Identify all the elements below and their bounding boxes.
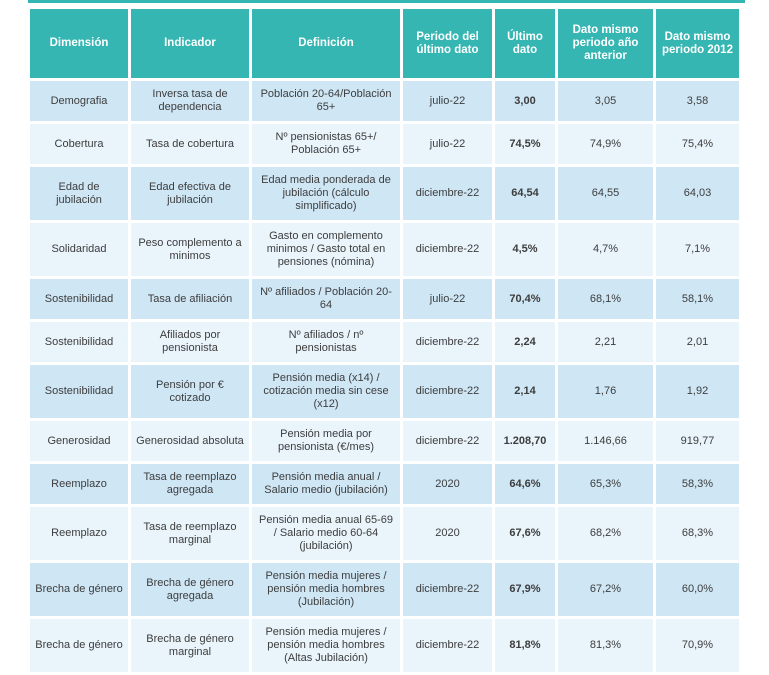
cell-dato-anterior: 1.146,66 — [558, 421, 653, 461]
cell-definicion: Edad media ponderada de jubilación (cálculo simplificado) — [252, 167, 400, 220]
cell-dimension: Cobertura — [30, 124, 128, 164]
cell-definicion: Pensión media mujeres / pensión media hombres (Jubilación) — [252, 563, 400, 616]
cell-ultimo-dato: 81,8% — [495, 619, 555, 672]
cell-ultimo-dato: 64,6% — [495, 464, 555, 504]
cell-dimension: Solidaridad — [30, 223, 128, 276]
cell-ultimo-dato: 1.208,70 — [495, 421, 555, 461]
cell-dato-anterior: 4,7% — [558, 223, 653, 276]
cell-indicador: Tasa de afiliación — [131, 279, 249, 319]
cell-ultimo-dato: 67,9% — [495, 563, 555, 616]
cell-periodo: diciembre-22 — [403, 223, 492, 276]
cell-dato-anterior: 68,1% — [558, 279, 653, 319]
table-row — [30, 421, 739, 461]
cell-ultimo-dato: 2,24 — [495, 322, 555, 362]
cell-dimension: Sostenibilidad — [30, 365, 128, 418]
cell-dato-2012: 70,9% — [656, 619, 739, 672]
cell-periodo: 2020 — [403, 507, 492, 560]
cell-periodo: diciembre-22 — [403, 322, 492, 362]
cell-indicador: Generosidad absoluta — [131, 421, 249, 461]
table-row — [30, 223, 739, 276]
cell-dato-2012: 58,1% — [656, 279, 739, 319]
cell-dimension: Reemplazo — [30, 464, 128, 504]
cell-ultimo-dato: 3,00 — [495, 81, 555, 121]
cell-definicion: Pensión media (x14) / cotización media sin cese (x12) — [252, 365, 400, 418]
table-row — [30, 279, 739, 319]
cell-periodo: diciembre-22 — [403, 167, 492, 220]
top-divider-line — [28, 0, 745, 3]
column-header-dimension: Dimensión — [30, 9, 128, 78]
cell-dato-anterior: 68,2% — [558, 507, 653, 560]
cell-dimension: Demografia — [30, 81, 128, 121]
cell-dimension: Brecha de género — [30, 563, 128, 616]
cell-indicador: Tasa de reemplazo marginal — [131, 507, 249, 560]
table-row — [30, 464, 739, 504]
cell-dimension: Sostenibilidad — [30, 322, 128, 362]
cell-dato-anterior: 81,3% — [558, 619, 653, 672]
cell-indicador: Afiliados por pensionista — [131, 322, 249, 362]
cell-definicion: Nº afiliados / Población 20-64 — [252, 279, 400, 319]
column-header-dato-anterior: Dato mismo periodo año anterior — [558, 9, 653, 78]
cell-ultimo-dato: 64,54 — [495, 167, 555, 220]
cell-dato-anterior: 67,2% — [558, 563, 653, 616]
column-header-periodo: Periodo del último dato — [403, 9, 492, 78]
cell-dimension: Reemplazo — [30, 507, 128, 560]
cell-definicion: Nº pensionistas 65+/ Población 65+ — [252, 124, 400, 164]
cell-indicador: Peso complemento a minimos — [131, 223, 249, 276]
cell-ultimo-dato: 4,5% — [495, 223, 555, 276]
table-row — [30, 619, 739, 672]
cell-periodo: diciembre-22 — [403, 365, 492, 418]
cell-periodo: diciembre-22 — [403, 563, 492, 616]
column-header-definicion: Definición — [252, 9, 400, 78]
cell-definicion: Pensión media mujeres / pensión media hombres (Altas Jubilación) — [252, 619, 400, 672]
cell-periodo: diciembre-22 — [403, 421, 492, 461]
cell-definicion: Gasto en complemento minimos / Gasto total en pensiones (nómina) — [252, 223, 400, 276]
header-row — [30, 9, 739, 78]
cell-dato-2012: 58,3% — [656, 464, 739, 504]
cell-dimension: Edad de jubilación — [30, 167, 128, 220]
table-row — [30, 167, 739, 220]
table-row — [30, 563, 739, 616]
cell-dato-2012: 2,01 — [656, 322, 739, 362]
cell-indicador: Tasa de reemplazo agregada — [131, 464, 249, 504]
cell-dato-anterior: 64,55 — [558, 167, 653, 220]
cell-definicion: Pensión media anual / Salario medio (jubilación) — [252, 464, 400, 504]
table-row — [30, 322, 739, 362]
table-row — [30, 81, 739, 121]
cell-dato-2012: 60,0% — [656, 563, 739, 616]
cell-dato-2012: 3,58 — [656, 81, 739, 121]
cell-ultimo-dato: 70,4% — [495, 279, 555, 319]
cell-dato-anterior: 2,21 — [558, 322, 653, 362]
cell-dato-anterior: 3,05 — [558, 81, 653, 121]
cell-indicador: Brecha de género agregada — [131, 563, 249, 616]
table-row — [30, 507, 739, 560]
cell-definicion: Población 20-64/Población 65+ — [252, 81, 400, 121]
cell-dimension: Brecha de género — [30, 619, 128, 672]
cell-definicion: Nº afiliados / nº pensionistas — [252, 322, 400, 362]
cell-dato-2012: 919,77 — [656, 421, 739, 461]
table-row — [30, 124, 739, 164]
column-header-ultimo-dato: Último dato — [495, 9, 555, 78]
cell-indicador: Brecha de género marginal — [131, 619, 249, 672]
cell-dato-2012: 7,1% — [656, 223, 739, 276]
cell-periodo: julio-22 — [403, 279, 492, 319]
cell-ultimo-dato: 2,14 — [495, 365, 555, 418]
cell-indicador: Pensión por € cotizado — [131, 365, 249, 418]
cell-indicador: Inversa tasa de dependencia — [131, 81, 249, 121]
cell-periodo: julio-22 — [403, 81, 492, 121]
column-header-indicador: Indicador — [131, 9, 249, 78]
cell-periodo: diciembre-22 — [403, 619, 492, 672]
cell-dato-2012: 68,3% — [656, 507, 739, 560]
cell-dato-anterior: 65,3% — [558, 464, 653, 504]
cell-dato-2012: 64,03 — [656, 167, 739, 220]
cell-definicion: Pensión media anual 65-69 / Salario medio 60-64 (jubilación) — [252, 507, 400, 560]
cell-indicador: Edad efectiva de jubilación — [131, 167, 249, 220]
cell-dato-anterior: 74,9% — [558, 124, 653, 164]
column-header-dato-2012: Dato mismo periodo 2012 — [656, 9, 739, 78]
cell-dimension: Generosidad — [30, 421, 128, 461]
cell-definicion: Pensión media por pensionista (€/mes) — [252, 421, 400, 461]
cell-periodo: 2020 — [403, 464, 492, 504]
cell-periodo: julio-22 — [403, 124, 492, 164]
cell-indicador: Tasa de cobertura — [131, 124, 249, 164]
cell-ultimo-dato: 74,5% — [495, 124, 555, 164]
cell-dimension: Sostenibilidad — [30, 279, 128, 319]
cell-dato-anterior: 1,76 — [558, 365, 653, 418]
cell-ultimo-dato: 67,6% — [495, 507, 555, 560]
cell-dato-2012: 75,4% — [656, 124, 739, 164]
cell-dato-2012: 1,92 — [656, 365, 739, 418]
pension-indicators-table — [27, 6, 742, 675]
table-row — [30, 365, 739, 418]
